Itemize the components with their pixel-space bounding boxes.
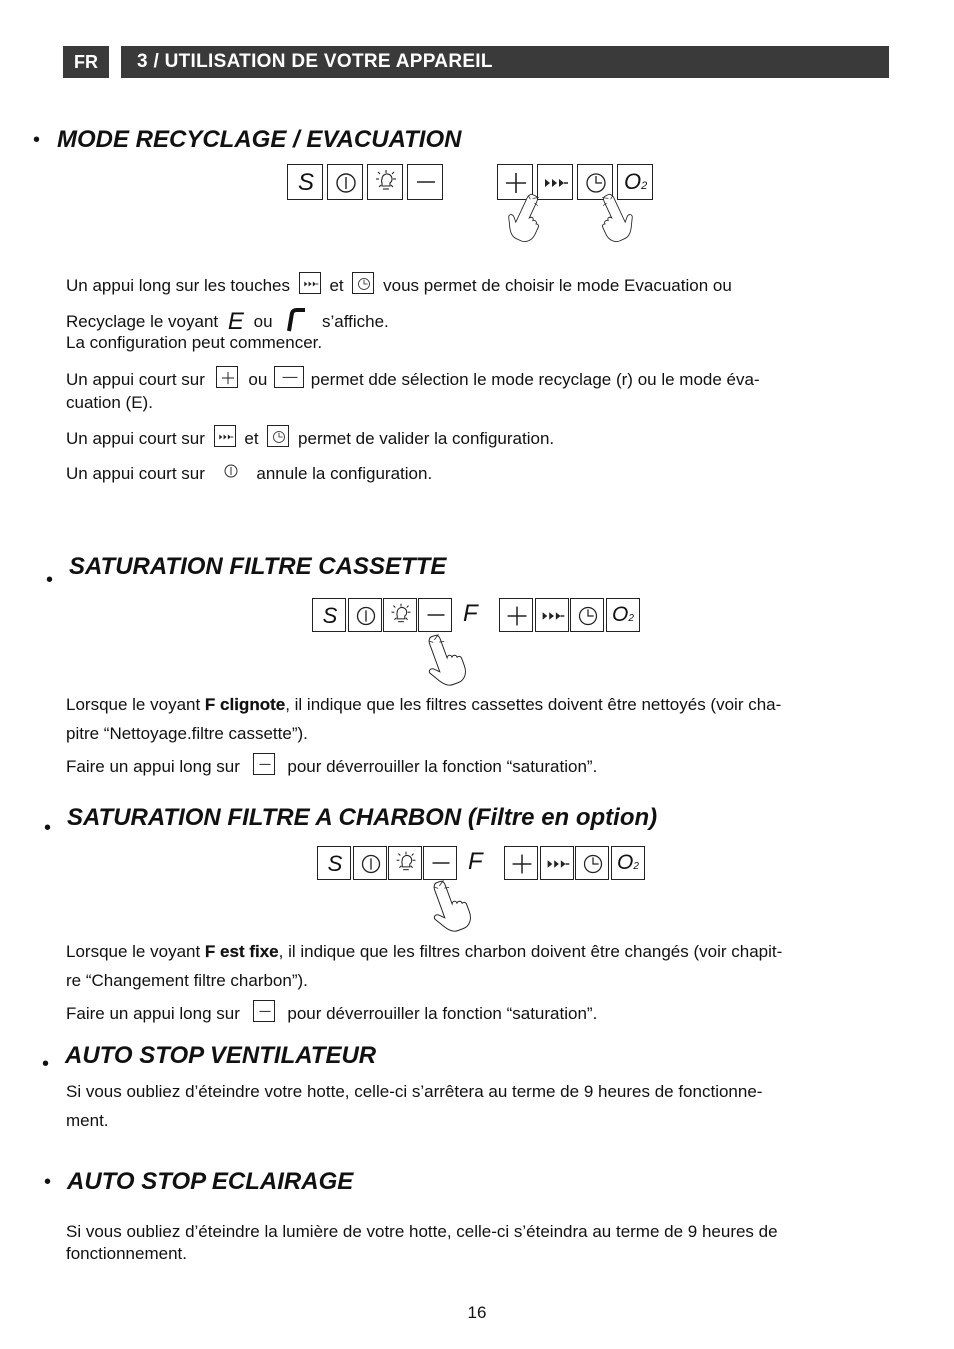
paragraph: re “Changement filtre charbon”).	[66, 971, 308, 990]
paragraph: Si vous oubliez d’éteindre votre hotte, celle-ci s’arrêtera au terme de 9 heures de fonctionne-	[66, 1082, 763, 1101]
light-key	[388, 846, 422, 880]
power-icon	[216, 459, 246, 483]
language-badge: FR	[63, 46, 109, 78]
plus-key	[499, 598, 533, 632]
minus-key	[423, 846, 457, 880]
minus-key	[407, 164, 443, 200]
clock-key	[570, 598, 604, 632]
hand-pointer-icon	[505, 192, 551, 244]
s-key: S	[287, 164, 323, 200]
fast-forward-key	[540, 846, 574, 880]
section-title-cassette: SATURATION FILTRE CASSETTE	[69, 553, 447, 580]
paragraph: Un appui long sur les touches et vous permet de choisir le mode Evacuation ou	[66, 272, 732, 297]
section-title-recyclage: MODE RECYCLAGE / EVACUATION	[57, 126, 462, 153]
power-key	[348, 598, 382, 632]
fast-forward-key	[535, 598, 569, 632]
bullet: •	[42, 1053, 50, 1075]
light-key	[383, 598, 417, 632]
clock-icon	[267, 425, 289, 447]
minus-icon	[253, 1000, 275, 1022]
section-title-charbon: SATURATION FILTRE A CHARBON (Filtre en option)	[67, 804, 658, 831]
s-key: S	[317, 846, 351, 880]
chapter-header: 3 / UTILISATION DE VOTRE APPAREIL	[121, 46, 889, 78]
hand-pointer-icon	[590, 192, 636, 244]
paragraph: Un appui court sur annule la configuration.	[66, 459, 432, 485]
clock-key	[575, 846, 609, 880]
bullet: •	[33, 129, 41, 151]
power-key	[327, 164, 363, 200]
power-key	[353, 846, 387, 880]
plus-key	[504, 846, 538, 880]
paragraph: Si vous oubliez d’éteindre la lumière de votre hotte, celle-ci s’éteindra au terme de 9 heures de	[66, 1222, 778, 1241]
hand-pointer-icon	[429, 878, 475, 936]
minus-icon	[274, 366, 304, 388]
paragraph: ment.	[66, 1111, 109, 1130]
section-title-auto-stop-eclairage: AUTO STOP ECLAIRAGE	[67, 1168, 354, 1195]
e-indicator-icon: E	[227, 308, 244, 335]
light-key	[367, 164, 403, 200]
paragraph: Lorsque le voyant F est fixe, il indique que les filtres charbon doivent être changés (voir chapit-	[66, 942, 783, 961]
paragraph: Faire un appui long sur pour déverrouiller la fonction “saturation”.	[66, 1000, 597, 1025]
paragraph: cuation (E).	[66, 393, 153, 412]
paragraph: Un appui court sur et permet de valider la configuration.	[66, 425, 554, 450]
minus-key	[418, 598, 452, 632]
fast-forward-icon	[214, 425, 236, 447]
page-number: 16	[467, 1303, 487, 1322]
paragraph: Faire un appui long sur pour déverrouiller la fonction “saturation”.	[66, 753, 597, 778]
clock-icon	[352, 272, 374, 294]
s-key: S	[312, 598, 346, 632]
bullet: •	[44, 1171, 52, 1193]
f-indicator: F	[463, 600, 478, 627]
fast-forward-icon	[299, 272, 321, 294]
o2-key: O2	[606, 598, 640, 632]
f-indicator: F	[468, 848, 483, 875]
paragraph: Un appui court sur ou permet dde sélection le mode recyclage (r) ou le mode éva-	[66, 366, 760, 391]
paragraph: fonctionnement.	[66, 1244, 187, 1263]
bullet: •	[46, 569, 54, 591]
section-title-auto-stop-ventilateur: AUTO STOP VENTILATEUR	[65, 1042, 377, 1069]
hand-pointer-icon	[424, 632, 470, 690]
minus-icon	[253, 753, 275, 775]
paragraph: pitre “Nettoyage.filtre cassette”).	[66, 724, 308, 743]
r-indicator-icon	[277, 307, 317, 333]
paragraph: Recyclage le voyant E ou s’affiche.	[66, 308, 389, 335]
plus-icon	[216, 366, 238, 388]
paragraph: Lorsque le voyant F clignote, il indique que les filtres cassettes doivent être nettoyés (voir cha-	[66, 695, 782, 714]
o2-key: O2	[617, 164, 653, 200]
o2-key: O2	[611, 846, 645, 880]
paragraph: La configuration peut commencer.	[66, 333, 323, 352]
bullet: •	[44, 817, 52, 839]
